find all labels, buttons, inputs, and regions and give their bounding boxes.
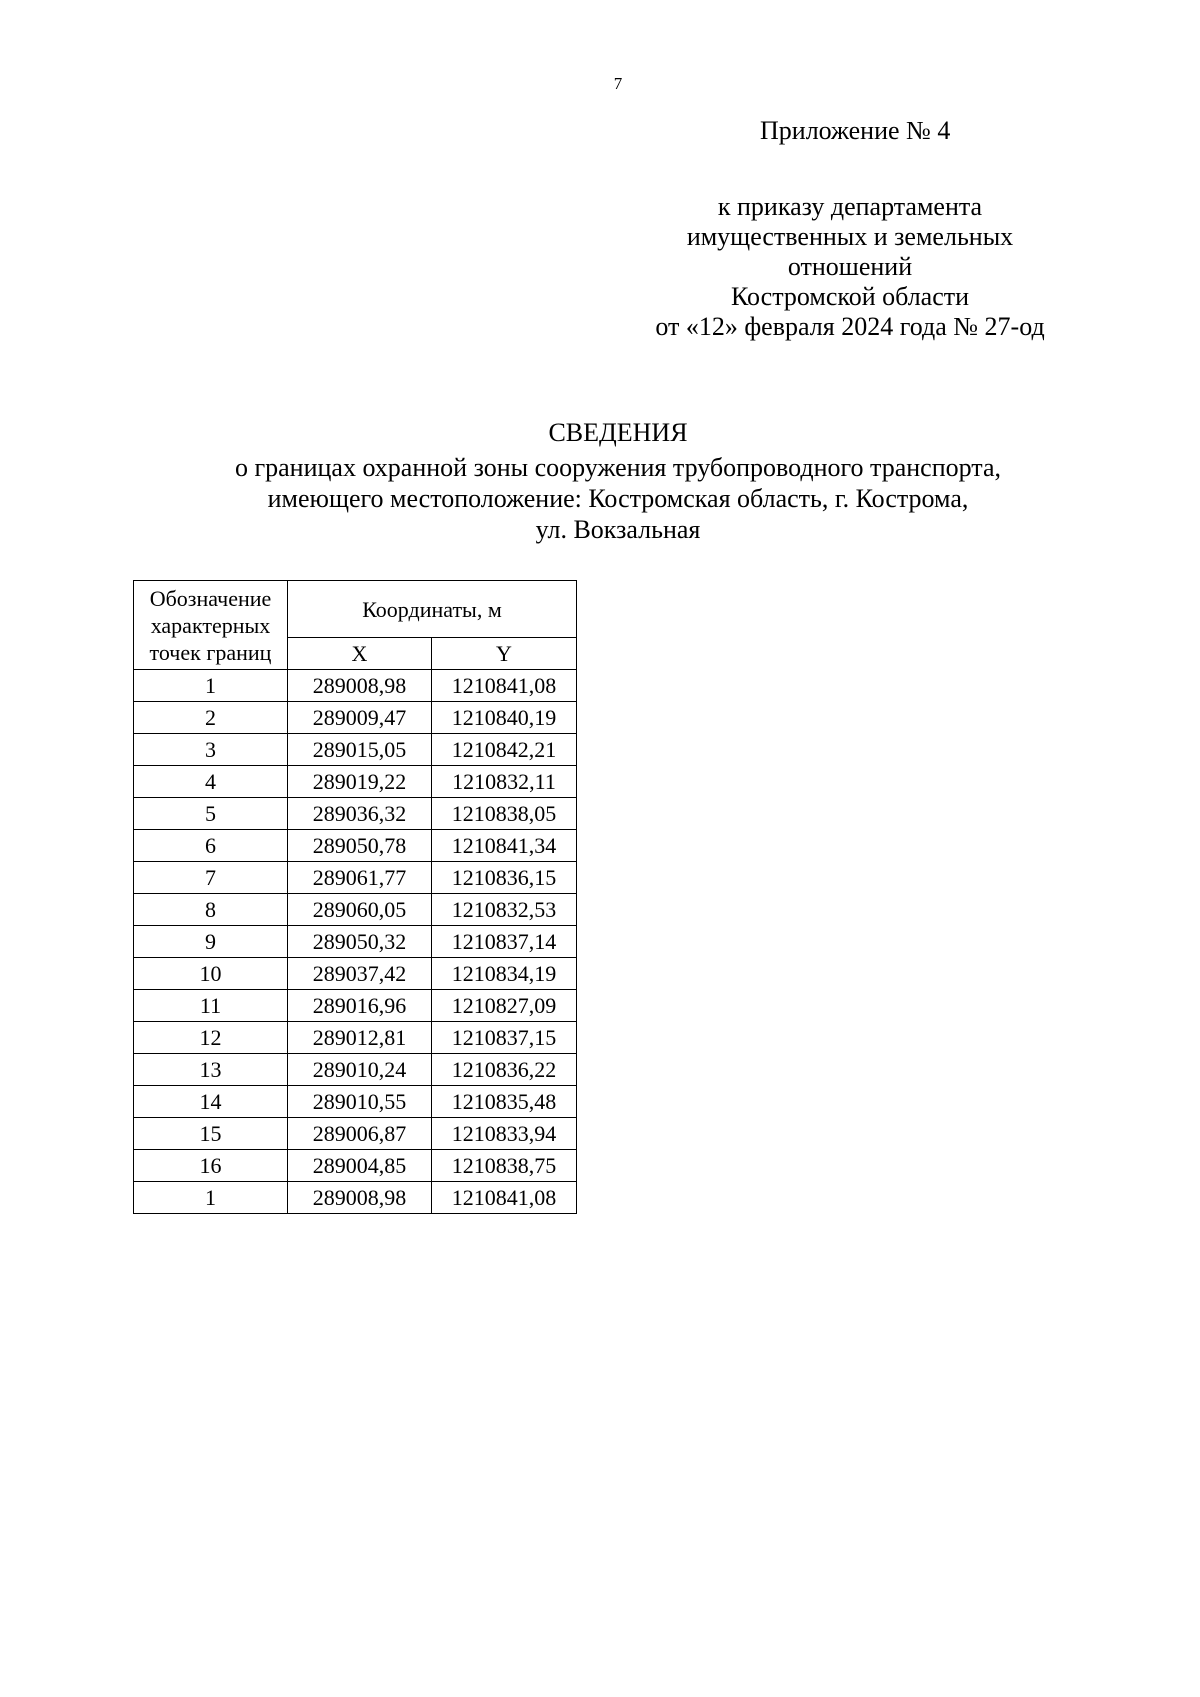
x-coordinate-cell: 289010,24 (288, 1054, 432, 1086)
x-coordinate-cell: 289010,55 (288, 1086, 432, 1118)
table-row (134, 734, 577, 766)
table-row (134, 958, 577, 990)
y-coordinate-cell: 1210841,08 (432, 670, 577, 702)
page-number: 7 (613, 74, 623, 93)
points-header-line: Обозначение (149, 585, 272, 611)
point-number-cell: 2 (134, 702, 288, 734)
y-coordinate-cell: 1210841,34 (432, 830, 577, 862)
table-row (134, 1182, 577, 1214)
subtitle-line: ул. Вокзальная (535, 515, 701, 544)
order-reference-line: Костромской области (730, 282, 970, 311)
x-coordinate-cell: 289061,77 (288, 862, 432, 894)
table-row (134, 1054, 577, 1086)
table-row (134, 862, 577, 894)
point-number-cell: 13 (134, 1054, 288, 1086)
y-coordinate-cell: 1210836,22 (432, 1054, 577, 1086)
table-row (134, 990, 577, 1022)
x-coordinate-cell: 289060,05 (288, 894, 432, 926)
y-coordinate-cell: 1210835,48 (432, 1086, 577, 1118)
point-number-cell: 8 (134, 894, 288, 926)
coordinates-column-header: Координаты, м (288, 581, 577, 638)
subtitle-line: имеющего местоположение: Костромская область, г. Кострома, (267, 484, 969, 513)
y-coordinate-cell: 1210832,11 (432, 766, 577, 798)
order-reference-line: к приказу департамента (717, 192, 983, 221)
point-number-cell: 5 (134, 798, 288, 830)
x-coordinate-cell: 289012,81 (288, 1022, 432, 1054)
y-coordinate-cell: 1210827,09 (432, 990, 577, 1022)
table-body (134, 670, 577, 1214)
points-header-line: точек границ (149, 639, 272, 665)
x-coordinate-cell: 289006,87 (288, 1118, 432, 1150)
table-header-row (134, 581, 577, 638)
x-coordinate-cell: 289004,85 (288, 1150, 432, 1182)
y-coordinate-cell: 1210836,15 (432, 862, 577, 894)
x-coordinate-cell: 289015,05 (288, 734, 432, 766)
table-row (134, 798, 577, 830)
y-coordinate-cell: 1210838,05 (432, 798, 577, 830)
x-coordinate-cell: 289050,78 (288, 830, 432, 862)
table-row (134, 830, 577, 862)
order-reference-line: от «12» февраля 2024 года № 27-од (655, 312, 1045, 341)
subtitle-line: о границах охранной зоны сооружения трубопроводного транспорта, (234, 453, 1002, 482)
point-number-cell: 11 (134, 990, 288, 1022)
table-header (134, 581, 577, 670)
point-number-cell: 15 (134, 1118, 288, 1150)
point-number-cell: 3 (134, 734, 288, 766)
point-number-cell: 6 (134, 830, 288, 862)
y-coordinate-cell: 1210838,75 (432, 1150, 577, 1182)
x-coordinate-cell: 289037,42 (288, 958, 432, 990)
table-row (134, 926, 577, 958)
y-column-header: Y (432, 638, 577, 670)
point-number-cell: 7 (134, 862, 288, 894)
y-coordinate-cell: 1210841,08 (432, 1182, 577, 1214)
points-column-header (134, 581, 288, 670)
document-subtitle (0, 452, 1200, 545)
point-number-cell: 12 (134, 1022, 288, 1054)
x-column-header: X (288, 638, 432, 670)
table-row (134, 670, 577, 702)
table-row (134, 894, 577, 926)
table-row (134, 1150, 577, 1182)
appendix-title: Приложение № 4 (760, 116, 951, 145)
point-number-cell: 4 (134, 766, 288, 798)
point-number-cell: 16 (134, 1150, 288, 1182)
table-row (134, 702, 577, 734)
coordinates-table (133, 580, 577, 1214)
x-coordinate-cell: 289036,32 (288, 798, 432, 830)
order-reference-line: отношений (787, 252, 913, 281)
point-number-cell: 1 (134, 1182, 288, 1214)
table-row (134, 1022, 577, 1054)
order-reference-line: имущественных и земельных (686, 222, 1014, 251)
point-number-cell: 1 (134, 670, 288, 702)
x-coordinate-cell: 289019,22 (288, 766, 432, 798)
x-coordinate-cell: 289008,98 (288, 670, 432, 702)
x-coordinate-cell: 289050,32 (288, 926, 432, 958)
point-number-cell: 14 (134, 1086, 288, 1118)
y-coordinate-cell: 1210834,19 (432, 958, 577, 990)
y-coordinate-cell: 1210842,21 (432, 734, 577, 766)
table-row (134, 766, 577, 798)
x-coordinate-cell: 289008,98 (288, 1182, 432, 1214)
table-row (134, 1086, 577, 1118)
y-coordinate-cell: 1210832,53 (432, 894, 577, 926)
x-coordinate-cell: 289016,96 (288, 990, 432, 1022)
point-number-cell: 10 (134, 958, 288, 990)
y-coordinate-cell: 1210837,15 (432, 1022, 577, 1054)
points-header-line: характерных (150, 612, 271, 638)
document-heading: СВЕДЕНИЯ (548, 418, 688, 447)
order-reference (620, 192, 1080, 342)
table-row (134, 1118, 577, 1150)
y-coordinate-cell: 1210833,94 (432, 1118, 577, 1150)
point-number-cell: 9 (134, 926, 288, 958)
x-coordinate-cell: 289009,47 (288, 702, 432, 734)
y-coordinate-cell: 1210837,14 (432, 926, 577, 958)
y-coordinate-cell: 1210840,19 (432, 702, 577, 734)
